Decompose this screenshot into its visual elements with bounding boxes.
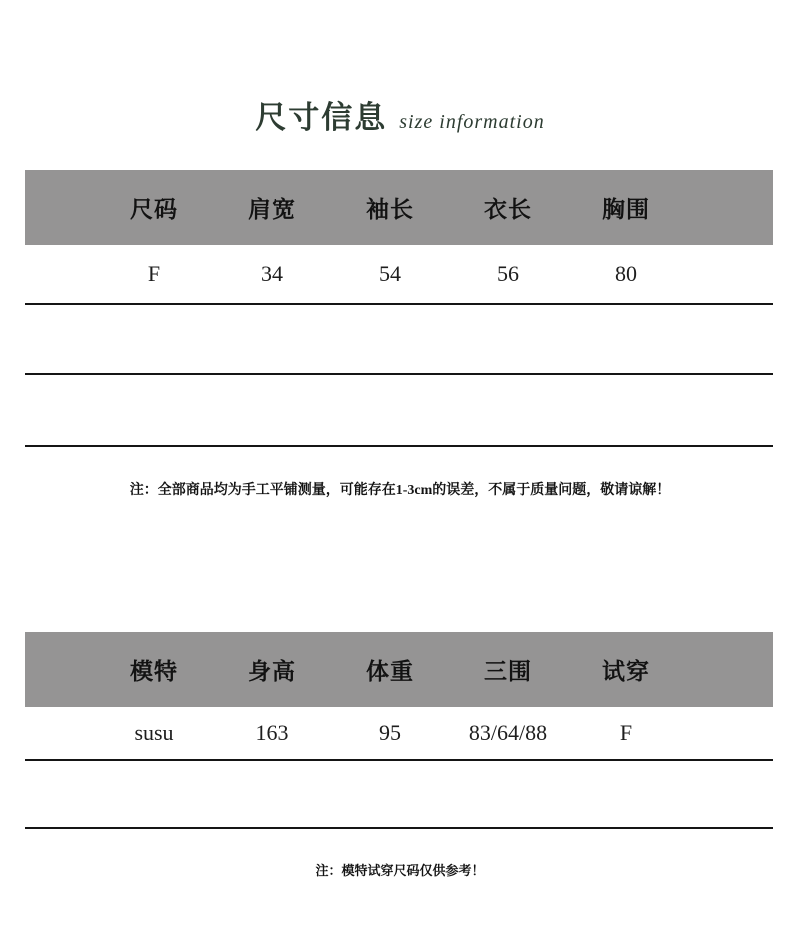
size-table-header-sleeve: 袖长 — [366, 197, 414, 222]
page-title-english: size information — [399, 111, 545, 133]
size-table-header-bust: 胸围 — [602, 197, 650, 222]
model-table-header-model: 模特 — [130, 659, 178, 684]
size-table-header-size: 尺码 — [130, 197, 178, 222]
empty-row — [25, 305, 773, 373]
size-table-header-shoulder: 肩宽 — [248, 197, 296, 222]
size-value: F — [147, 261, 161, 286]
model-table — [25, 632, 773, 829]
model-table-header-row — [25, 632, 773, 707]
divider-line — [25, 445, 773, 447]
size-table-data-row — [25, 245, 773, 303]
model-table-header-tryon: 试穿 — [602, 659, 650, 684]
model-table-data-row — [25, 707, 773, 759]
sleeve-value: 54 — [379, 261, 401, 286]
model-table-header-weight: 体重 — [366, 659, 414, 684]
length-value: 56 — [497, 261, 519, 286]
empty-row — [25, 761, 773, 827]
model-table-data-cols — [25, 707, 773, 759]
model-name-value: susu — [134, 720, 174, 745]
model-note: 注：模特试穿尺码仅供参考！ — [315, 863, 485, 878]
model-measurements-value: 83/64/88 — [468, 720, 548, 745]
page-title — [0, 92, 800, 137]
page-title-chinese: 尺寸信息 — [255, 100, 388, 135]
size-table-header-cols — [25, 170, 773, 245]
model-table-header-measurements: 三围 — [484, 659, 532, 684]
bust-value: 80 — [615, 261, 637, 286]
size-table-data-cols — [25, 245, 773, 303]
model-table-header-height: 身高 — [248, 659, 296, 684]
empty-row — [25, 375, 773, 445]
divider-line — [25, 827, 773, 829]
model-table-header-cols — [25, 632, 773, 707]
size-table — [25, 170, 773, 447]
model-height-value: 163 — [255, 720, 289, 745]
shoulder-value: 34 — [261, 261, 283, 286]
model-weight-value: 95 — [379, 720, 401, 745]
size-table-header-row — [25, 170, 773, 245]
measurement-note: 注：全部商品均为手工平铺测量，可能存在1-3cm的误差，不属于质量问题，敬请谅解！ — [129, 483, 671, 498]
model-tryon-value: F — [619, 720, 633, 745]
size-table-header-length: 衣长 — [484, 197, 532, 222]
